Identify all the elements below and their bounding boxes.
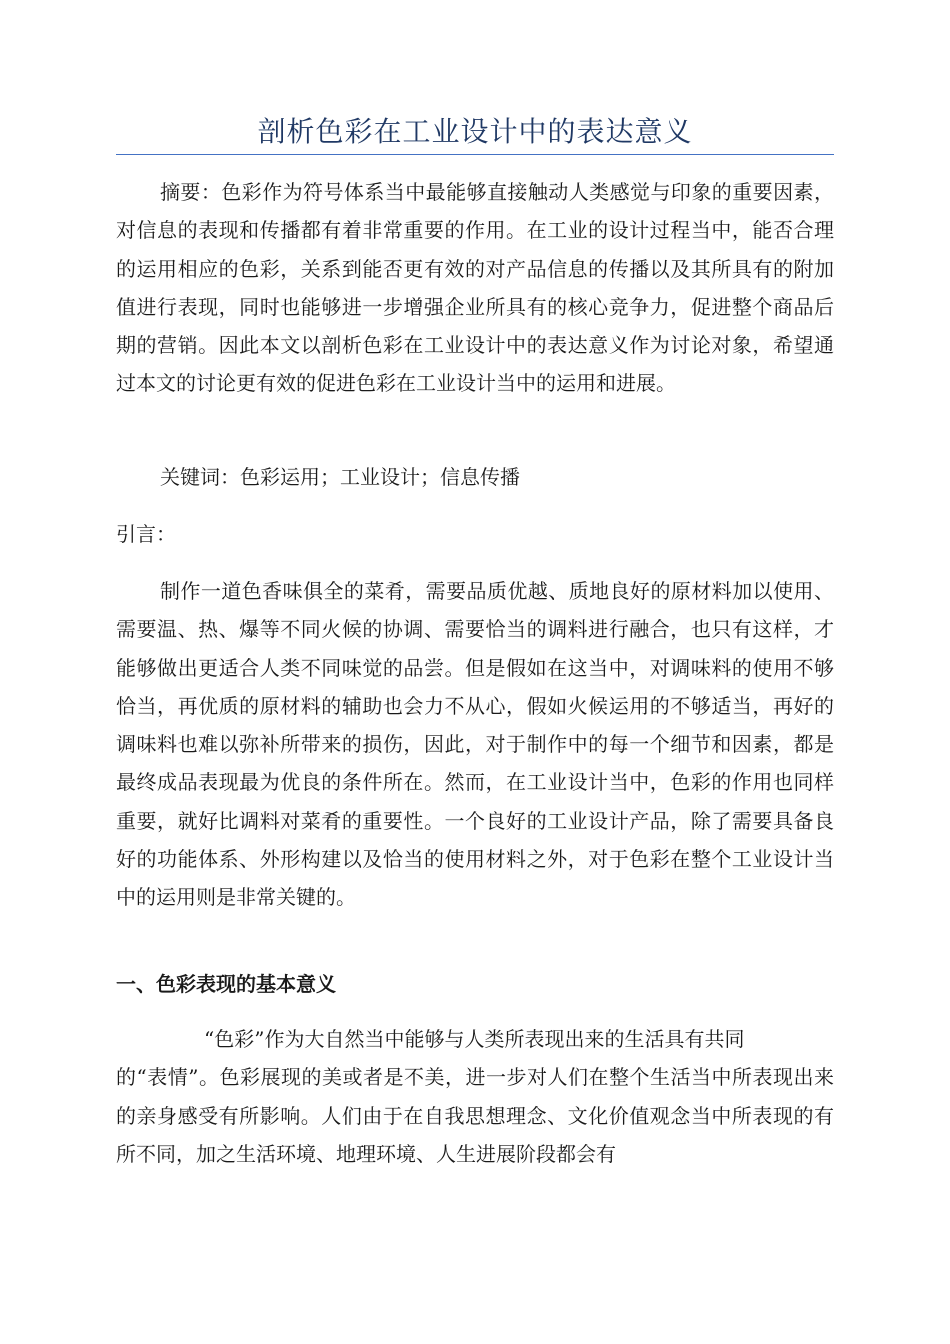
section-heading: 一、色彩表现的基本意义 bbox=[116, 972, 336, 996]
intro-label: 引言： bbox=[116, 522, 176, 546]
section-paragraph-first-line: “色彩”作为大自然当中能够与人类所表现出来的生活具有共同 bbox=[204, 1027, 745, 1051]
keywords-line: 关键词：色彩运用；工业设计；信息传播 bbox=[160, 465, 520, 489]
intro-paragraph: 制作一道色香味俱全的菜肴，需要品质优越、质地良好的原材料加以使用、需要温、热、爆等不同火候的协调、需要恰当的调料进行融合，也只有这样，才能够做出更适合人类不同味觉的品尝。但是假如在这当中，对调味料的使用不够恰当，再优质的原材料的辅助也会力不从心，假如火候运用的不够适当，再好的调味料也难以弥补所带来的损伤，因此，对于制作中的每一个细节和因素，都是最终成品表现最为优良的条件所在。然而，在工业设计当中，色彩的作用也同样重要，就好比调料对菜肴的重要性。一个良好的工业设计产品，除了需要具备良好的功能体系、外形构建以及恰当的使用材料之外，对于色彩在整个工业设计当中的运用则是非常关键的。 bbox=[116, 579, 834, 910]
abstract-paragraph: 摘要：色彩作为符号体系当中最能够直接触动人类感觉与印象的重要因素，对信息的表现和传播都有着非常重要的作用。在工业的设计过程当中，能否合理的运用相应的色彩，关系到能否更有效的对产品信息的传播以及其所具有的附加值进行表现，同时也能够进一步增强企业所具有的核心竞争力，促进整个商品后期的营销。因此本文以剖析色彩在工业设计中的表达意义作为讨论对象，希望通过本文的讨论更有效的促进色彩在工业设计当中的运用和进展。 bbox=[116, 180, 834, 396]
title-underline bbox=[116, 154, 834, 155]
section-paragraph-rest: 的“表情”。色彩展现的美或者是不美，进一步对人们在整个生活当中所表现出来的亲身感受有所影响。人们由于在自我思想理念、文化价值观念当中所表现的有所不同，加之生活环境、地理环境、人生进展阶段都会有 bbox=[116, 1065, 834, 1166]
document-title: 剖析色彩在工业设计中的表达意义 bbox=[257, 115, 693, 148]
section-paragraph bbox=[116, 1020, 834, 1173]
